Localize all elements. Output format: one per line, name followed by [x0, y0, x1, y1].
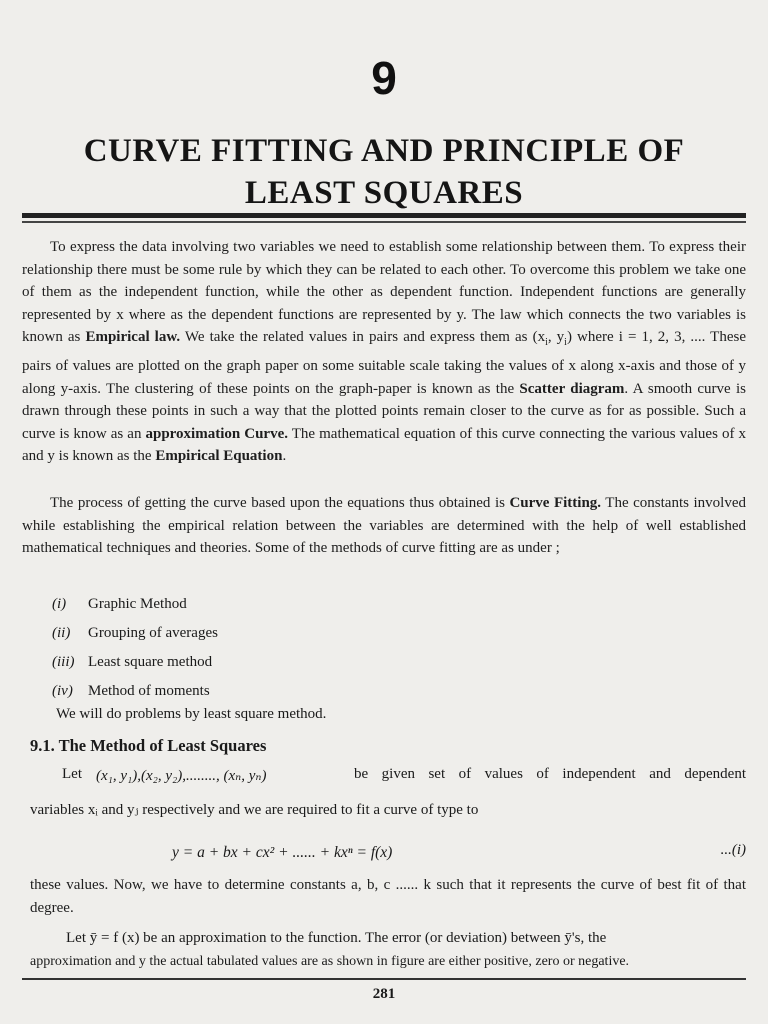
list-item: (iv) Method of moments: [52, 683, 210, 699]
title-rule-thick: [22, 213, 746, 218]
after-equation-paragraph: these values. Now, we have to determine constants a, b, c ...... k such that it represents the curve of best fit of that degree.: [30, 877, 746, 916]
list-item: (iii) Least square method: [52, 654, 213, 670]
equation: y = a + bx + cx² + ...... + kxⁿ = f(x): [172, 844, 393, 861]
let-line-pairs: (x₁, y₁),(x₂, y₂),........, (xₙ, yₙ): [96, 768, 267, 784]
term-empirical-law: Empirical law.: [85, 329, 181, 346]
term-curve-fitting: Curve Fitting.: [509, 495, 602, 511]
methods-list: [52, 590, 218, 706]
list-item: (i) Graphic Method: [52, 596, 187, 612]
variables-line: variables xᵢ and yⱼ respectively and we are required to fit a curve of type to: [30, 802, 479, 818]
section-heading: 9.1. The Method of Least Squares: [30, 736, 267, 755]
let-line-end: be given set of values of independent and dependent: [354, 766, 746, 782]
term-scatter-diagram: Scatter diagram: [519, 380, 625, 397]
chapter-title-line-1: CURVE FITTING AND PRINCIPLE OF: [83, 133, 685, 169]
after-list-text: We will do problems by least square method.: [56, 706, 327, 722]
last-line-1: Let ȳ = f (x) be an approximation to the function. The error (or deviation) between ȳ's, the: [66, 930, 607, 946]
term-approximation-curve: approximation Curve.: [145, 425, 288, 442]
footer-rule: [22, 978, 746, 980]
term-empirical-equation: Empirical Equation: [155, 448, 283, 465]
equation-number: ...(i): [720, 842, 746, 858]
intro-paragraph-1: To express the data involving two variables we need to establish some relationship between them. To express their relationship there must be some rule by which they can be related to each other. To overcome this problem we take one of them as the independent function, while the other as dependent function. Independent functions are generally represented by x where as the dependent functions are represented by y. The law which connects the two variables is known as Empirical law. We take the related values in pairs and express them as ($x_i$, $y_i$) where i = 1, 2, 3, .... These pairs of values are plotted on the graph paper on some suitable scale taking the values of x along x-axis and those of y along y-axis. The clustering of these points on the graph-paper is known as the Scatter diagram. A smooth curve is drawn through these points in such a way that the plotted points remain closer to the curve as for as possible. Such a curve is know as an approximation Curve. The mathematical equation of this curve connecting the various values of x and y is known as the Empirical Equation.: [22, 239, 747, 465]
intro-paragraph-2: The process of getting the curve based upon the equations thus obtained is Curve Fitting. The constants involved while establishing the empirical relation between the variables are determined with the help of well established mathematical techniques and theories. Some of the methods of curve fitting are as under ;: [22, 495, 746, 557]
chapter-title: [0, 130, 768, 214]
last-line-2: approximation and y the actual tabulated values are as shown in figure are either positive, zero or negative.: [30, 954, 630, 969]
page-number: 281: [372, 986, 396, 1002]
chapter-number: 9: [371, 52, 397, 104]
list-item: (ii) Grouping of averages: [52, 625, 218, 641]
chapter-title-line-2: LEAST SQUARES: [244, 175, 524, 211]
title-rule-thin: [22, 221, 746, 223]
let-line-start: Let: [62, 766, 82, 782]
